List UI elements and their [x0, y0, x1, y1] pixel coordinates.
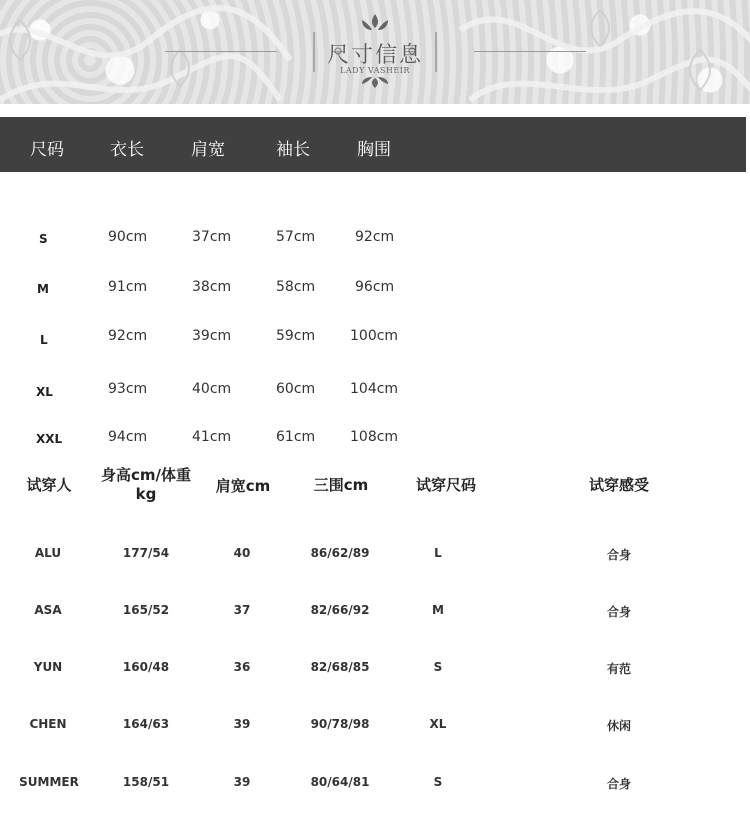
header-tried-size: 试穿尺码	[415, 476, 476, 494]
shoulder-value: 39cm	[192, 328, 232, 344]
fit-feeling-value: 休闲	[606, 719, 631, 733]
size-table-header	[0, 117, 746, 172]
measurements-value: 90/78/98	[310, 717, 370, 731]
measurements-value: 82/66/92	[310, 603, 370, 617]
size-label: XXL	[36, 432, 63, 446]
sleeve-value: 60cm	[276, 381, 316, 397]
sleeve-value: 61cm	[276, 429, 316, 445]
shoulder-value: 40cm	[192, 381, 232, 397]
model-name: YUN	[33, 660, 63, 674]
length-value: 94cm	[108, 429, 148, 445]
sleeve-value: 58cm	[276, 279, 316, 295]
sleeve-value: 59cm	[276, 328, 316, 344]
header-height-weight: 身高cm/体重kg	[100, 466, 191, 503]
header-model: 试穿人	[26, 476, 72, 494]
header-length: 衣长	[110, 140, 144, 160]
measurements-value: 86/62/89	[310, 546, 370, 560]
shoulder-value: 37cm	[192, 229, 232, 245]
sleeve-value: 57cm	[276, 229, 316, 245]
shoulder-value: 41cm	[192, 429, 232, 445]
tried-size-value: S	[433, 775, 443, 789]
fit-feeling-value: 合身	[606, 605, 631, 619]
shoulder-cm-value: 39	[233, 717, 251, 731]
size-label: L	[40, 333, 48, 347]
model-name: SUMMER	[19, 775, 79, 789]
shoulder-cm-value: 40	[233, 546, 251, 560]
chest-value: 96cm	[355, 279, 395, 295]
length-value: 93cm	[108, 381, 148, 397]
height-weight-value: 158/51	[122, 775, 170, 789]
chest-value: 92cm	[355, 229, 395, 245]
header-bust-waist-hip: 三围cm	[313, 476, 369, 494]
tried-size-value: L	[434, 546, 442, 560]
shoulder-cm-value: 37	[233, 603, 251, 617]
height-weight-value: 165/52	[122, 603, 170, 617]
length-value: 91cm	[108, 279, 148, 295]
chest-value: 108cm	[350, 429, 399, 445]
height-weight-value: 160/48	[122, 660, 170, 674]
title-banner	[0, 0, 750, 104]
model-name: ALU	[34, 546, 62, 560]
size-label: M	[37, 282, 49, 296]
shoulder-value: 38cm	[192, 279, 232, 295]
size-label: S	[39, 232, 48, 246]
length-value: 92cm	[108, 328, 148, 344]
tried-size-value: M	[432, 603, 444, 617]
length-value: 90cm	[108, 229, 148, 245]
height-weight-value: 177/54	[122, 546, 170, 560]
banner-title: 尺寸信息	[326, 43, 423, 68]
fit-feeling-value: 有范	[606, 662, 631, 676]
height-weight-value: 164/63	[122, 717, 170, 731]
tried-size-value: XL	[429, 717, 447, 731]
model-name: CHEN	[29, 717, 67, 731]
header-size: 尺码	[30, 140, 64, 160]
shoulder-cm-value: 36	[233, 660, 251, 674]
fit-feeling-value: 合身	[606, 548, 631, 562]
chest-value: 104cm	[350, 381, 399, 397]
header-fit-feeling: 试穿感受	[588, 476, 649, 494]
measurements-value: 80/64/81	[310, 775, 370, 789]
header-sleeve: 袖长	[276, 140, 310, 160]
measurements-value: 82/68/85	[310, 660, 370, 674]
size-label: XL	[36, 385, 53, 399]
banner-ornament	[300, 8, 450, 100]
header-shoulder: 肩宽	[191, 140, 225, 160]
fit-feeling-value: 合身	[606, 777, 631, 791]
banner-subtitle: LADY VASHEIR	[340, 66, 410, 75]
tried-size-value: S	[433, 660, 443, 674]
shoulder-cm-value: 39	[233, 775, 251, 789]
header-chest: 胸围	[357, 140, 391, 160]
model-name: ASA	[34, 603, 62, 617]
chest-value: 100cm	[350, 328, 399, 344]
banner-divider-right	[474, 51, 586, 52]
banner-divider-left	[165, 51, 277, 52]
header-shoulder-cm: 肩宽cm	[215, 477, 271, 495]
